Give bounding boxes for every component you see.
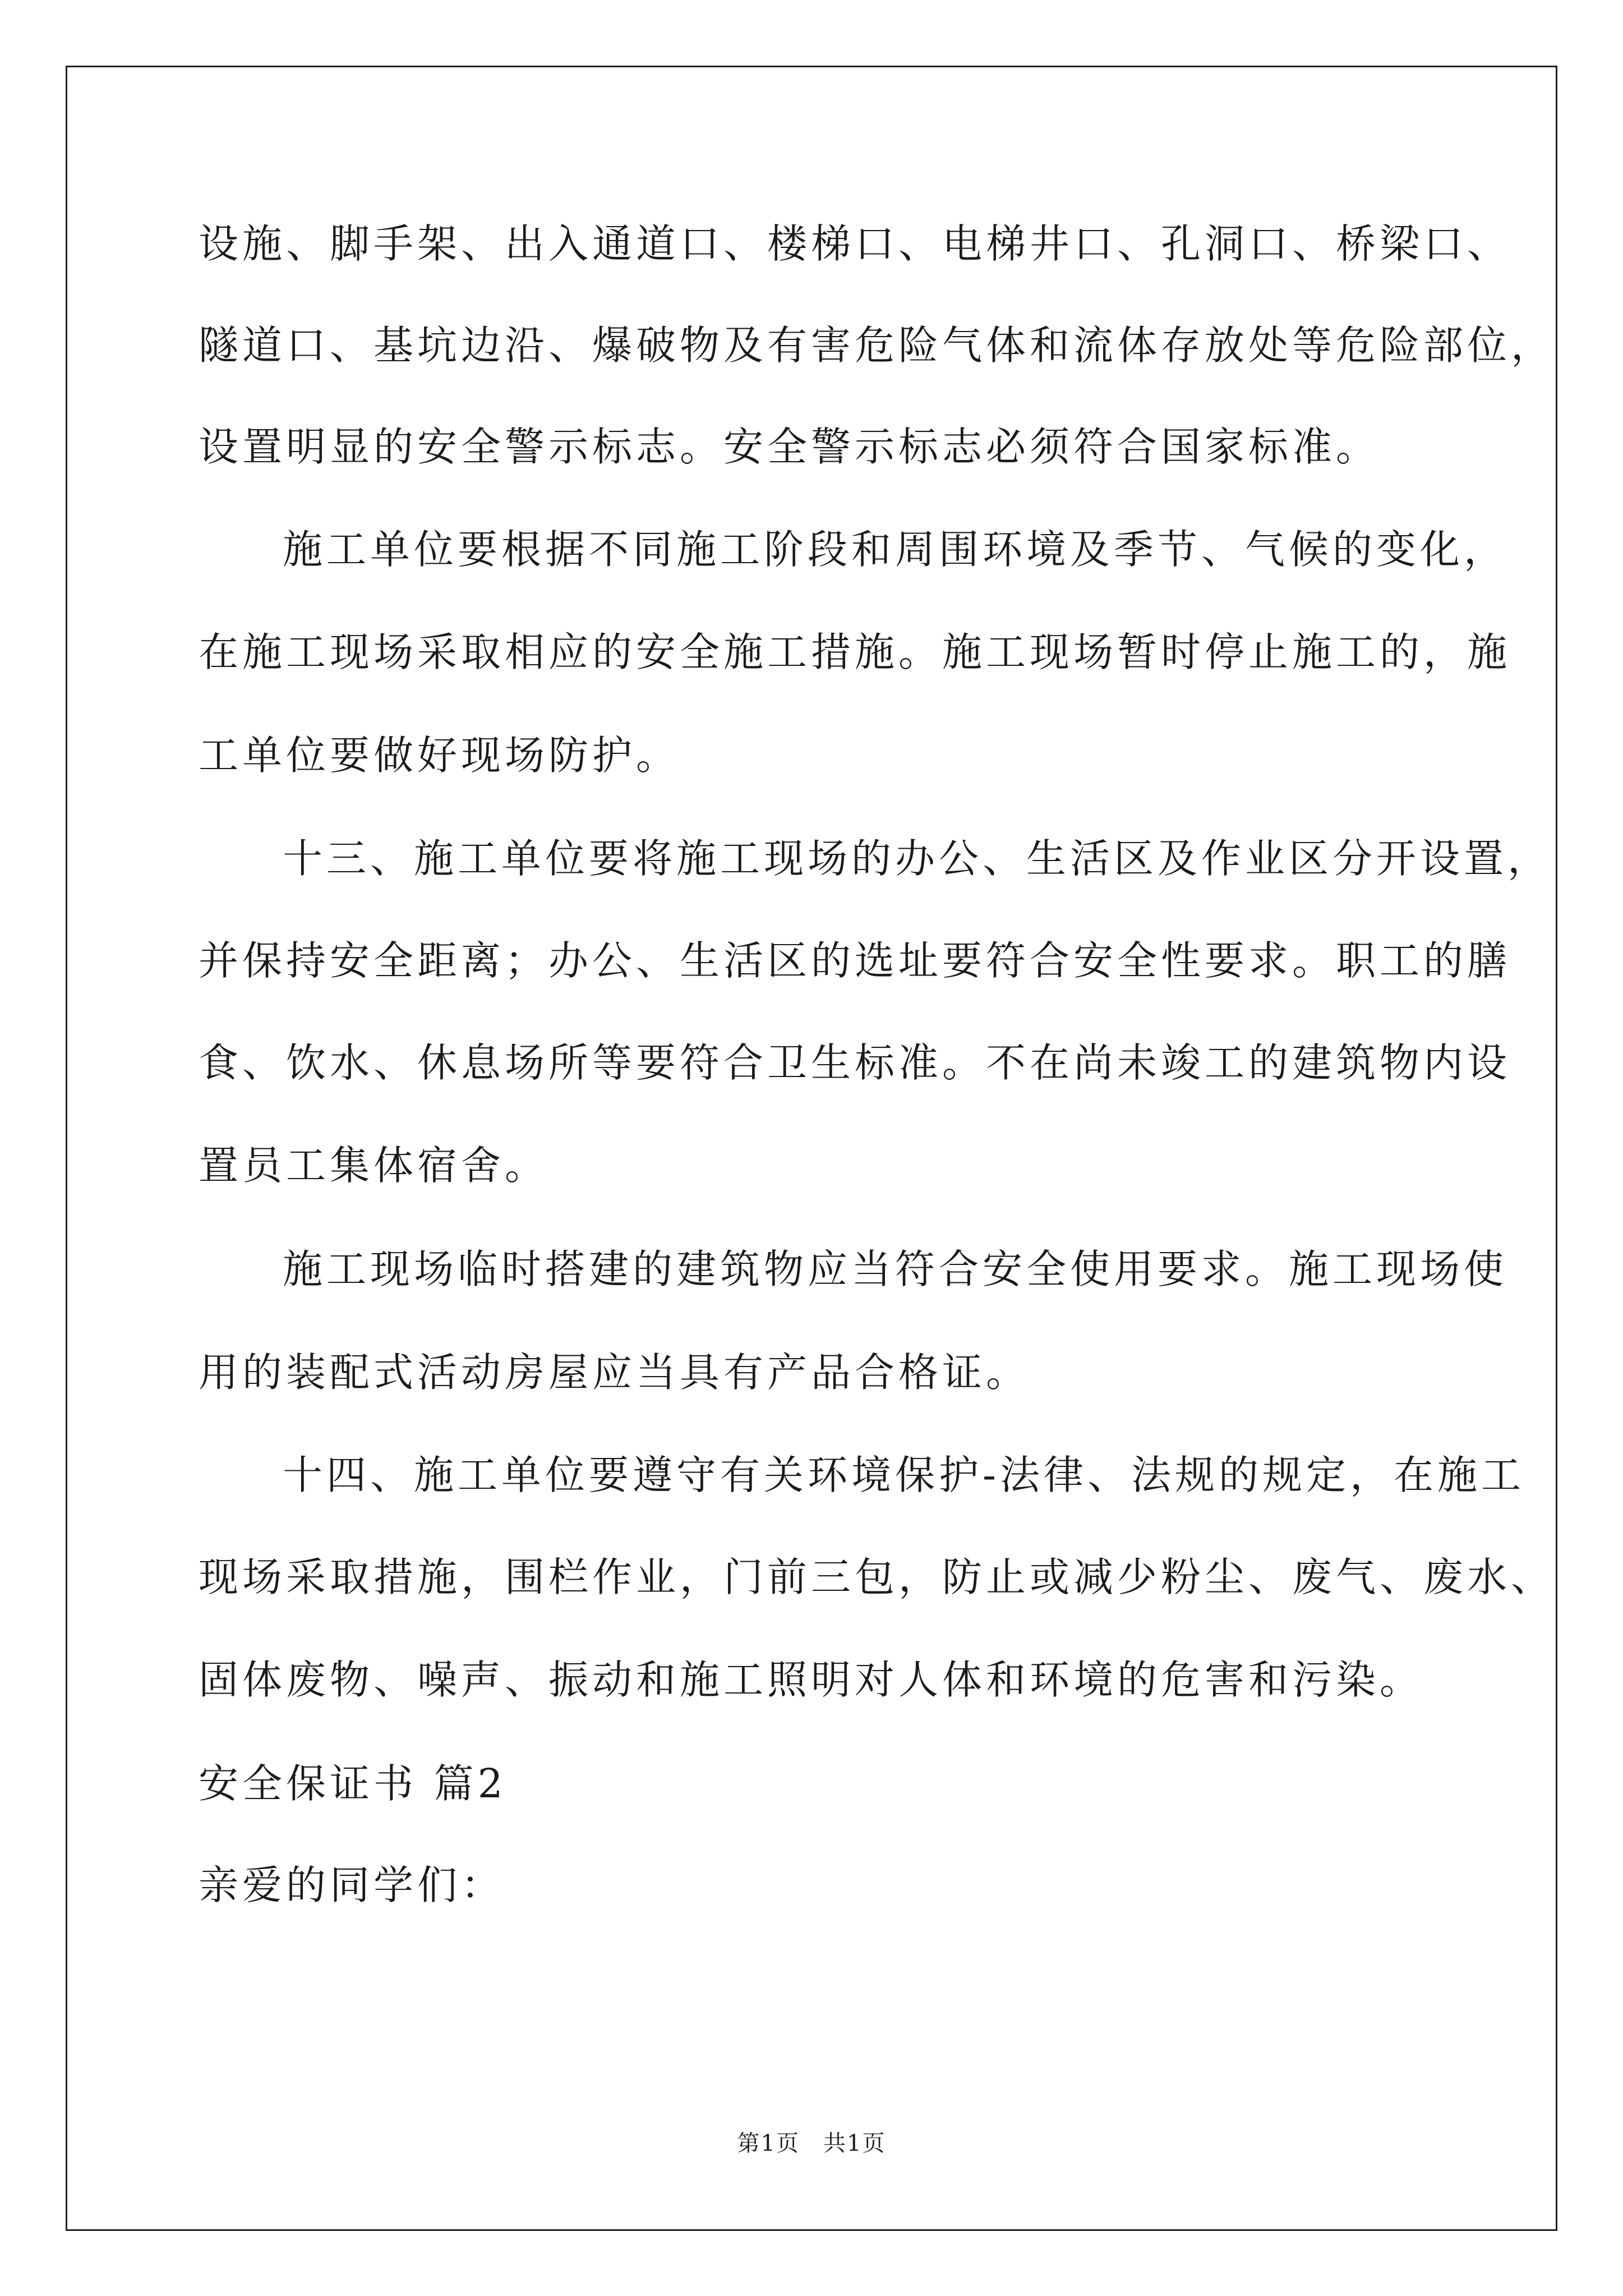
paragraph-3-line-4: 置员工集体宿舍。	[199, 1142, 549, 1189]
paragraph-5-line-1: 十四、施工单位要遵守有关环境保护-法律、法规的规定，在施工	[283, 1452, 1525, 1498]
paragraph-1-line-2: 隧道口、基坑边沿、爆破物及有害危险气体和流体存放处等危险部位，	[199, 322, 1555, 369]
paragraph-4-line-1: 施工现场临时搭建的建筑物应当符合安全使用要求。施工现场使	[283, 1246, 1508, 1292]
section-title: 安全保证书 篇2	[199, 1760, 507, 1807]
paragraph-5-line-2: 现场采取措施，围栏作业，门前三包，防止或减少粉尘、废气、废水、	[199, 1554, 1555, 1600]
paragraph-1-line-1: 设施、脚手架、出入通道口、楼梯口、电梯井口、孔洞口、桥梁口、	[199, 220, 1511, 267]
paragraph-1-line-3: 设置明显的安全警示标志。安全警示标志必须符合国家标准。	[199, 424, 1380, 470]
paragraph-2-line-2: 在施工现场采取相应的安全施工措施。施工现场暂时停止施工的，施	[199, 629, 1511, 675]
paragraph-4-line-2: 用的装配式活动房屋应当具有产品合格证。	[199, 1349, 1030, 1396]
salutation: 亲爱的同学们：	[199, 1862, 505, 1908]
paragraph-3-line-3: 食、饮水、休息场所等要符合卫生标准。不在尚未竣工的建筑物内设	[199, 1039, 1511, 1086]
paragraph-2-line-3: 工单位要做好现场防护。	[199, 732, 680, 779]
page-number-footer: 第1页 共1页	[737, 2131, 886, 2156]
paragraph-5-line-3: 固体废物、噪声、振动和施工照明对人体和环境的危害和污染。	[199, 1657, 1424, 1703]
paragraph-3-line-1: 十三、施工单位要将施工现场的办公、生活区及作业区分开设置，	[283, 835, 1552, 882]
paragraph-3-line-2: 并保持安全距离；办公、生活区的选址要符合安全性要求。职工的膳	[199, 937, 1511, 984]
paragraph-2-line-1: 施工单位要根据不同施工阶段和周围环境及季节、气候的变化，	[283, 526, 1508, 573]
